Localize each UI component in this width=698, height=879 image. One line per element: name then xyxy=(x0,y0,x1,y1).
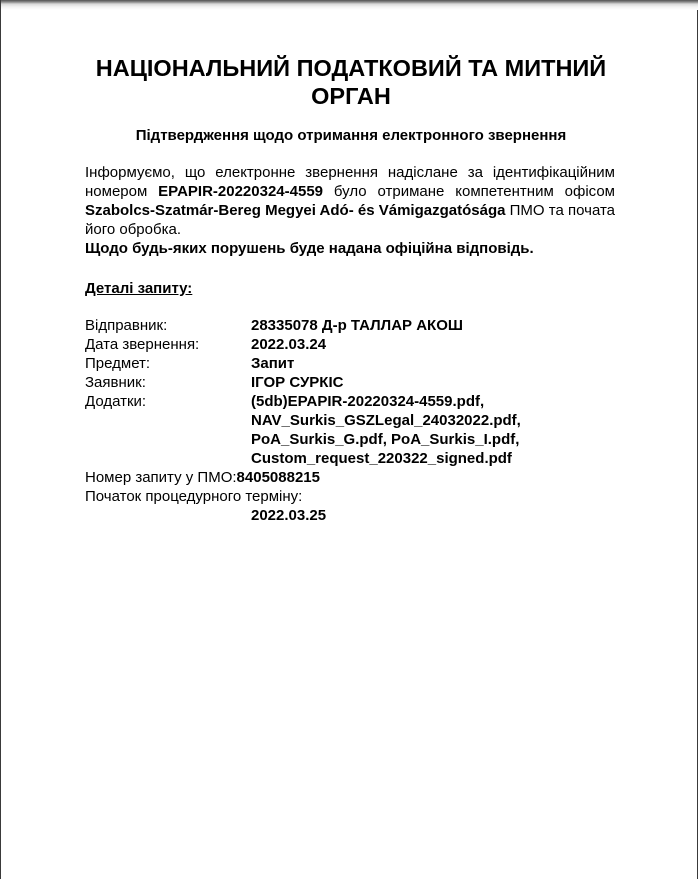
document-subtitle: Підтвердження щодо отримання електронного звернення xyxy=(135,127,567,144)
intro-text-3: ПМО та почата його обробка. xyxy=(85,202,616,238)
applicant-value: ІГОР СУРКІС xyxy=(251,374,344,391)
detail-row-date xyxy=(85,335,605,354)
detail-row-pmo-number xyxy=(85,468,605,487)
sender-label: Відправник: xyxy=(85,317,168,334)
procedure-start-value: 2022.03.25 xyxy=(251,507,327,524)
sender-value: 28335078 Д-р ТАЛЛАР АКОШ xyxy=(251,317,463,334)
subject-value: Запит xyxy=(251,355,295,372)
detail-row-subject xyxy=(85,354,605,373)
detail-row-applicant xyxy=(85,373,605,392)
attachments-label: Додатки: xyxy=(85,393,147,410)
procedure-start-label: Початок процедурного терміну: xyxy=(85,488,303,505)
pmo-number-value: 8405088215 xyxy=(236,469,320,486)
attachments-value xyxy=(251,392,521,468)
attachment-line: (5db)EPAPIR-20220324-4559.pdf, xyxy=(251,393,485,410)
detail-row-procedure-start xyxy=(85,487,605,525)
page-top-shadow xyxy=(1,0,698,10)
intro-body xyxy=(85,163,615,239)
date-label: Дата звернення: xyxy=(85,336,200,353)
details-list xyxy=(85,316,605,525)
office-name: Szabolcs-Szatmár-Bereg Megyei Adó- és Vámigazgatósága xyxy=(85,202,506,219)
pmo-number-label: Номер запиту у ПМО: xyxy=(85,469,237,486)
request-id: EPAPIR-20220324-4559 xyxy=(158,183,324,200)
subject-label: Предмет: xyxy=(85,355,151,372)
intro-closing: Щодо будь-яких порушень буде надана офіційна відповідь. xyxy=(85,240,534,257)
applicant-label: Заявник: xyxy=(85,374,146,391)
intro-text-2: було отримане компетентним офісом xyxy=(323,183,615,200)
detail-row-attachments xyxy=(85,392,605,468)
intro-paragraph xyxy=(85,163,615,258)
attachment-line: NAV_Surkis_GSZLegal_24032022.pdf, xyxy=(251,412,521,429)
document-title: НАЦІОНАЛЬНИЙ ПОДАТКОВИЙ ТА МИТНИЙ ОРГАН xyxy=(95,55,607,109)
date-value: 2022.03.24 xyxy=(251,336,327,353)
detail-row-sender xyxy=(85,316,605,335)
details-heading: Деталі запиту: xyxy=(85,280,193,297)
attachment-line: PoA_Surkis_G.pdf, PoA_Surkis_I.pdf, xyxy=(251,431,520,448)
intro-text-1: Інформуємо, що електронне звернення надіслане за ідентифікаційним номером xyxy=(85,164,615,200)
attachment-line: Custom_request_220322_signed.pdf xyxy=(251,450,512,467)
